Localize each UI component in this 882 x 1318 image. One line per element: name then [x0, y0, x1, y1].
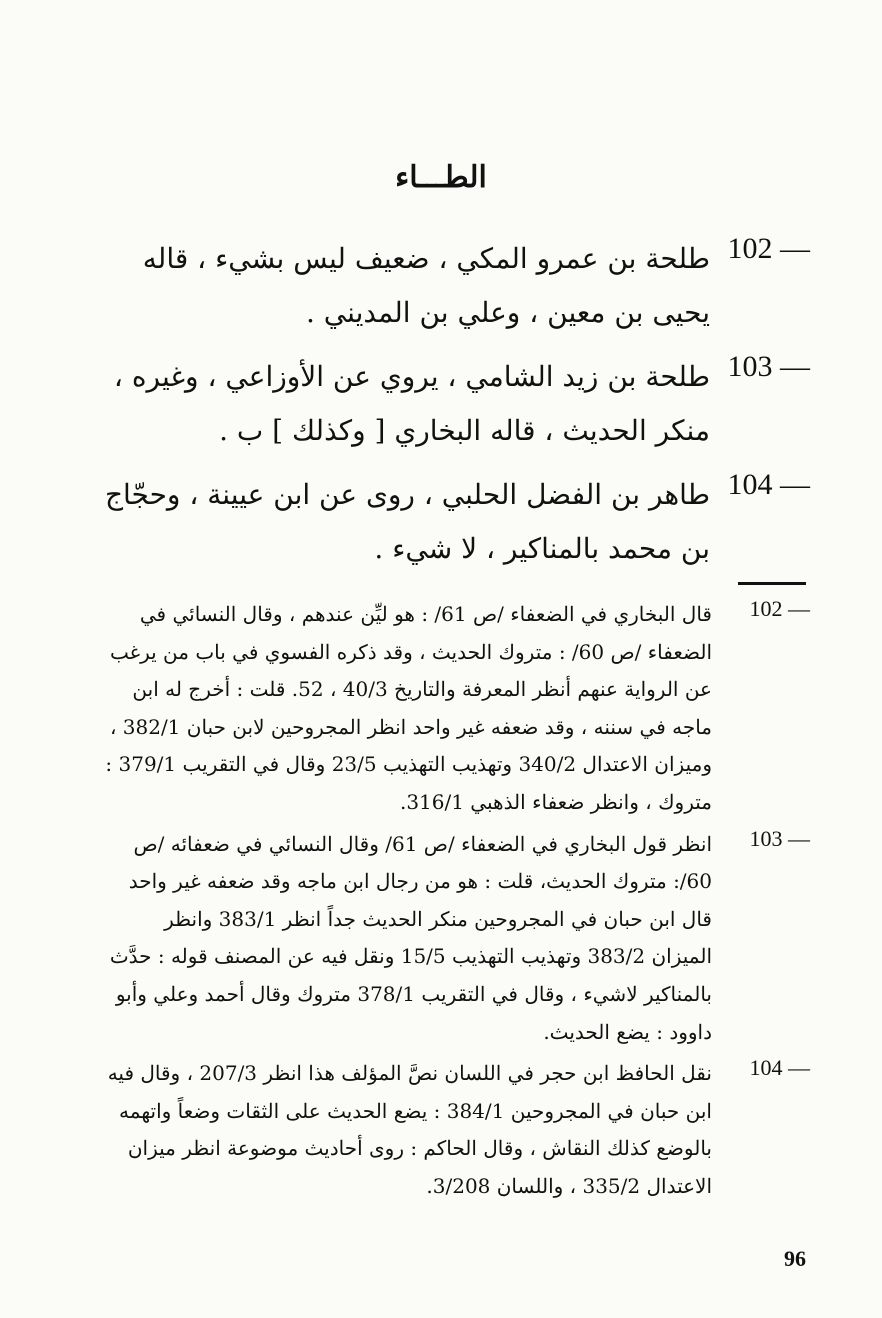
footnote-text: قال البخاري في الضعفاء /ص 61/ : هو ليِّن عندهم ، وقال النسائي في الضعفاء /ص 60/ : متروك الحديث ، وقد ذكره الفسوي في باب من يرغب عن الرواية عنهم أنظر المعرفة والتاريخ 40/3 ، 52. قلت : أخرج له ابن ماجه في سننه ، وقد ضعفه غير واحد انظر المجروحين لابن حبان 382/1 ، وميزان الاعتدال 340/2 وتهذيب التهذيب 23/5 وقال في التقريب 379/1 : متروك ، وانظر ضعفاء الذهبي 316/1. — [105, 602, 712, 814]
footnote-103 — [100, 826, 810, 1052]
footnote-number: 103 — — [749, 825, 810, 851]
footnote-number: 104 — — [749, 1055, 810, 1081]
footnote-text: انظر قول البخاري في الضعفاء /ص 61/ وقال النسائي في ضعفائه /ص 60/: متروك الحديث، قلت : هو من رجال ابن ماجه وقد ضعفه غير واحد قال ابن حبان في المجروحين منكر الحديث جداً انظر 383/1 وانظر الميزان 383/2 وتهذيب التهذيب 15/5 ونقل فيه عن المصنف قوله : حدَّث بالمناكير لاشيء ، وقال في التقريب 378/1 متروك وقال أحمد وعلي وأبو داوود : يضع الحديث. — [109, 831, 712, 1044]
entry-text: طاهر بن الفضل الحلبي ، روى عن ابن عيينة ، وحجّاج بن محمد بالمناكير ، لا شيء . — [104, 478, 710, 565]
entry-text: طلحة بن عمرو المكي ، ضعيف ليس بشيء ، قاله يحيى بن معين ، وعلي بن المديني . — [142, 242, 710, 329]
section-heading: الطـــاء — [395, 160, 487, 195]
entry-text: طلحة بن زيد الشامي ، يروي عن الأوزاعي ، وغيره ، منكر الحديث ، قاله البخاري [ وكذلك ] ب . — [113, 360, 710, 447]
entry-102 — [100, 232, 810, 340]
entry-number: 104 — — [727, 468, 810, 501]
footnote-text: نقل الحافظ ابن حجر في اللسان نصَّ المؤلف هذا انظر 207/3 ، وقال فيه ابن حبان في المجروحين 384/1 : يضع الحديث على الثقات وضعاً واتهمه بالوضع كذلك النقاش ، وقال الحاكم : روى أحاديث موضوعة انظر ميزان الاعتدال 335/2 ، واللسان 3/208. — [107, 1061, 712, 1198]
footnote-number: 102 — — [749, 596, 810, 621]
entry-104 — [100, 468, 810, 576]
entry-number: 103 — — [727, 350, 810, 383]
footnote-separator — [738, 582, 806, 585]
entry-103 — [100, 350, 810, 458]
footnote-102 — [100, 596, 810, 822]
footnote-104 — [100, 1055, 810, 1205]
footnotes — [100, 596, 810, 1210]
page-number: 96 — [784, 1246, 806, 1271]
entry-number: 102 — — [727, 232, 810, 265]
main-entries — [100, 232, 810, 586]
